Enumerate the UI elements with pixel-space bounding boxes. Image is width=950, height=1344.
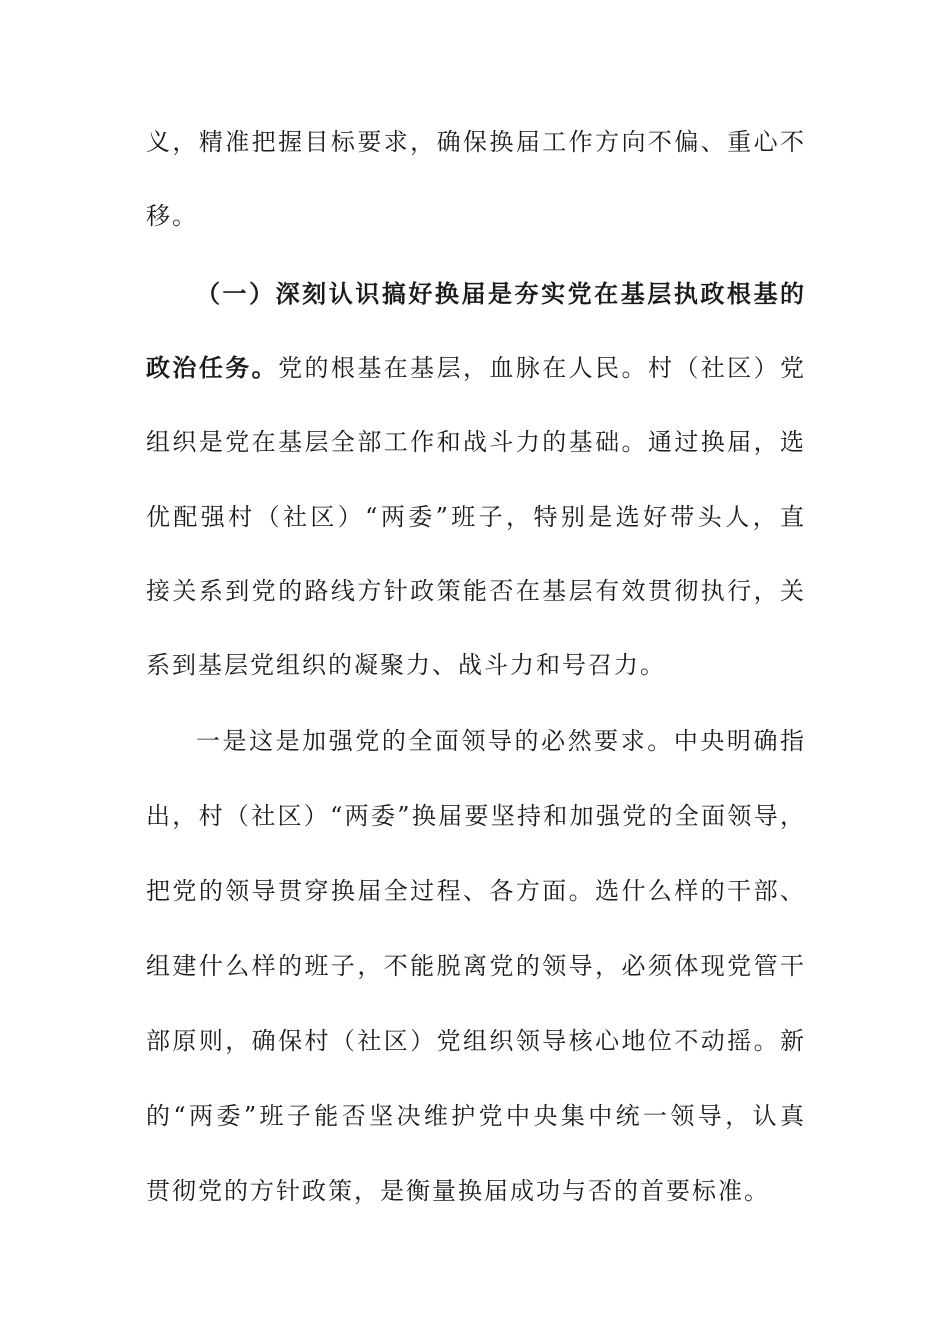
paragraph-line: 移。 [146, 202, 198, 230]
paragraph-line: 出，村（社区）“两委”换届要坚持和加强党的全面领导， [146, 802, 806, 830]
paragraph-line: 系到基层党组织的凝聚力、战斗力和号召力。 [146, 651, 666, 679]
paragraph-line: 部原则，确保村（社区）党组织领导核心地位不动摇。新 [146, 1027, 806, 1055]
paragraph-line: 组织是党在基层全部工作和战斗力的基础。通过换届，选 [146, 428, 806, 456]
paragraph-line: 一是这是加强党的全面领导的必然要求。中央明确指 [196, 727, 806, 755]
section-heading-end: 政治任务。 [146, 353, 279, 382]
paragraph-line: 接关系到党的路线方针政策能否在基层有效贯彻执行，关 [146, 577, 806, 605]
paragraph-line: 贯彻党的方针政策，是衡量换届成功与否的首要标准。 [146, 1177, 770, 1205]
paragraph-text: 党的根基在基层，血脉在人民。村（社区）党 [278, 354, 807, 382]
paragraph-line: 把党的领导贯穿换届全过程、各方面。选什么样的干部、 [146, 877, 806, 905]
paragraph-line: 的“两委”班子能否坚决维护党中央集中统一领导，认真 [146, 1102, 806, 1130]
paragraph-line [146, 348, 806, 388]
paragraph-line: 组建什么样的班子，不能脱离党的领导，必须体现党管干 [146, 952, 806, 980]
section-heading: （一）深刻认识搞好换届是夯实党在基层执政根基的 [196, 279, 806, 308]
paragraph-line: 优配强村（社区）“两委”班子，特别是选好带头人，直 [146, 503, 806, 531]
paragraph-line: 义，精准把握目标要求，确保换届工作方向不偏、重心不 [146, 128, 806, 156]
